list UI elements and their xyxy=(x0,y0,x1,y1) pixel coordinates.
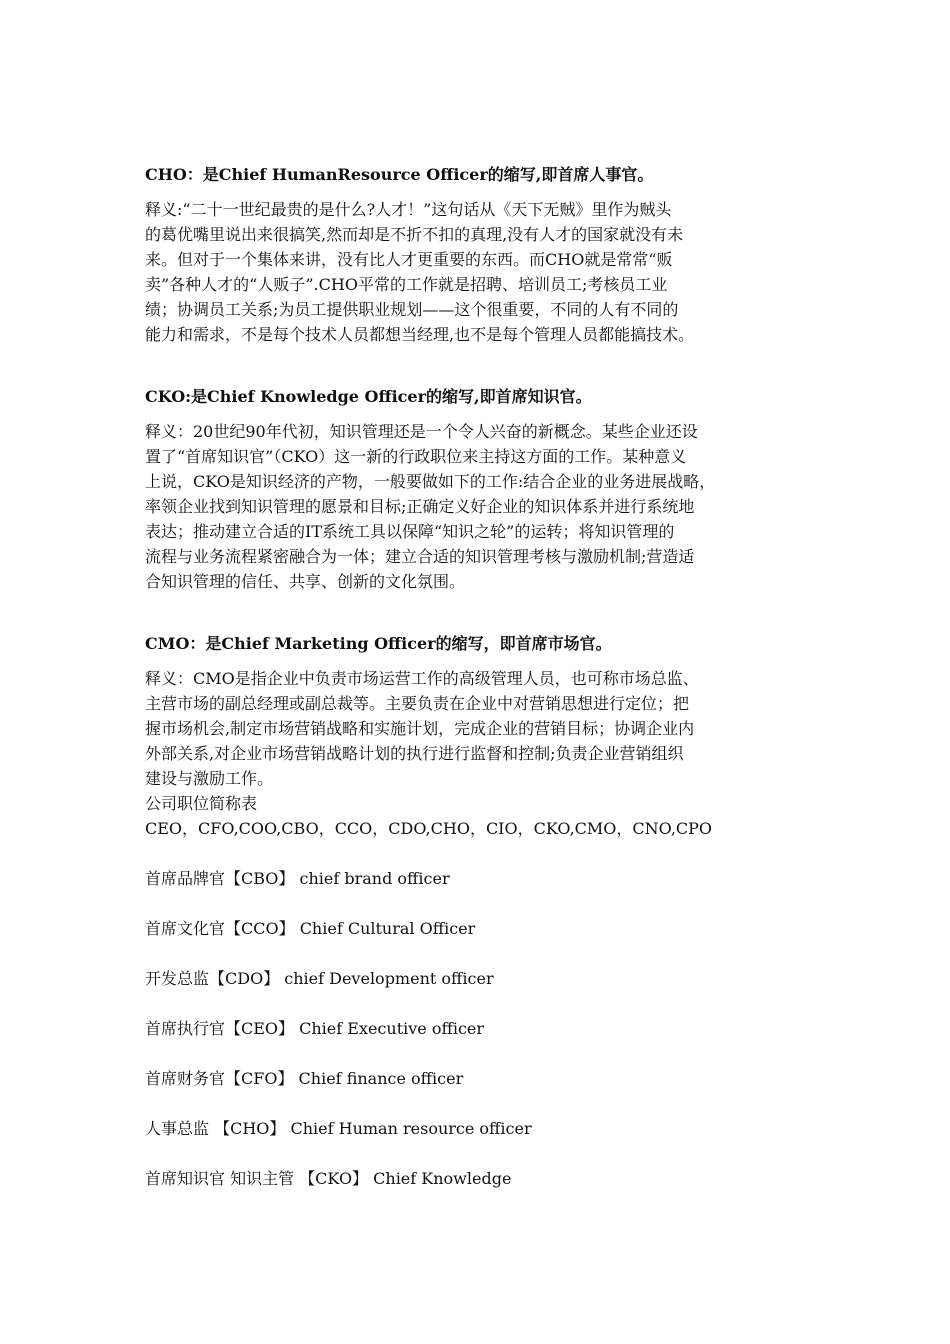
section-body-cho xyxy=(145,197,825,347)
body-line: 绩；协调员工关系;为员工提供职业规划——这个很重要，不同的人有不同的 xyxy=(145,300,679,319)
position-item-cho: 人事总监 【CHO】 Chief Human resource officer xyxy=(145,1119,532,1138)
body-line: 外部关系,对企业市场营销战略计划的执行进行监督和控制;负责企业营销组织 xyxy=(145,744,684,763)
body-line: 置了“首席知识官”（CKO）这一新的行政职位来主持这方面的工作。某种意义 xyxy=(145,447,687,466)
position-item-cbo: 首席品牌官【CBO】 chief brand officer xyxy=(145,869,450,888)
table-title: 公司职位简称表 xyxy=(145,794,258,813)
document-page xyxy=(145,162,825,1191)
body-line: 卖”各种人才的“人贩子”.CHO平常的工作就是招聘、培训员工;考核员工业 xyxy=(145,275,668,294)
body-line: 流程与业务流程紧密融合为一体；建立合适的知识管理考核与激励机制;营造适 xyxy=(145,547,695,566)
body-line: 释义：20世纪90年代初，知识管理还是一个令人兴奋的新概念。某些企业还设 xyxy=(145,422,698,441)
position-item-cfo: 首席财务官【CFO】 Chief finance officer xyxy=(145,1069,464,1088)
body-line: 表达；推动建立合适的IT系统工具以保障“知识之轮”的运转；将知识管理的 xyxy=(145,522,675,541)
body-line: 握市场机会,制定市场营销战略和实施计划，完成企业的营销目标；协调企业内 xyxy=(145,719,695,738)
position-item-ceo: 首席执行官【CEO】 Chief Executive officer xyxy=(145,1019,485,1038)
abbrev-line: CEO，CFO,COO,CBO，CCO，CDO,CHO，CIO，CKO,CMO，CNO,CPO xyxy=(145,819,713,838)
body-line: 能力和需求，不是每个技术人员都想当经理,也不是每个管理人员都能搞技术。 xyxy=(145,325,695,344)
body-line: 释义：CMO是指企业中负责市场运营工作的高级管理人员，也可称市场总监、 xyxy=(145,669,699,688)
section-body-cmo xyxy=(145,666,825,791)
body-line: 合知识管理的信任、共享、创新的文化氛围。 xyxy=(145,572,466,591)
body-line: 上说，CKO是知识经济的产物，一般要做如下的工作:结合企业的业务进展战略， xyxy=(145,472,716,491)
body-line: 建设与激励工作。 xyxy=(145,769,274,788)
body-line: 来。但对于一个集体来讲，没有比人才更重要的东西。而CHO就是常常“贩 xyxy=(145,250,673,269)
section-title-cho: CHO：是Chief HumanResource Officer的缩写,即首席人事官。 xyxy=(145,165,654,184)
section-title-cmo: CMO：是Chief Marketing Officer的缩写，即首席市场官。 xyxy=(145,634,612,653)
section-title-cko: CKO:是Chief Knowledge Officer的缩写,即首席知识官。 xyxy=(145,387,592,406)
position-item-cdo: 开发总监【CDO】 chief Development officer xyxy=(145,969,494,988)
body-line: 的葛优嘴里说出来很搞笑,然而却是不折不扣的真理,没有人才的国家就没有未 xyxy=(145,225,684,244)
position-item-cko: 首席知识官 知识主管 【CKO】 Chief Knowledge xyxy=(145,1169,512,1188)
position-item-cco: 首席文化官【CCO】 Chief Cultural Officer xyxy=(145,919,476,938)
body-line: 率领企业找到知识管理的愿景和目标;正确定义好企业的知识体系并进行系统地 xyxy=(145,497,695,516)
section-body-cko xyxy=(145,419,825,594)
body-line: 主营市场的副总经理或副总裁等。主要负责在企业中对营销思想进行定位；把 xyxy=(145,694,690,713)
body-line: 释义:“二十一世纪最贵的是什么?人才！”这句话从《天下无贼》里作为贼头 xyxy=(145,200,672,219)
